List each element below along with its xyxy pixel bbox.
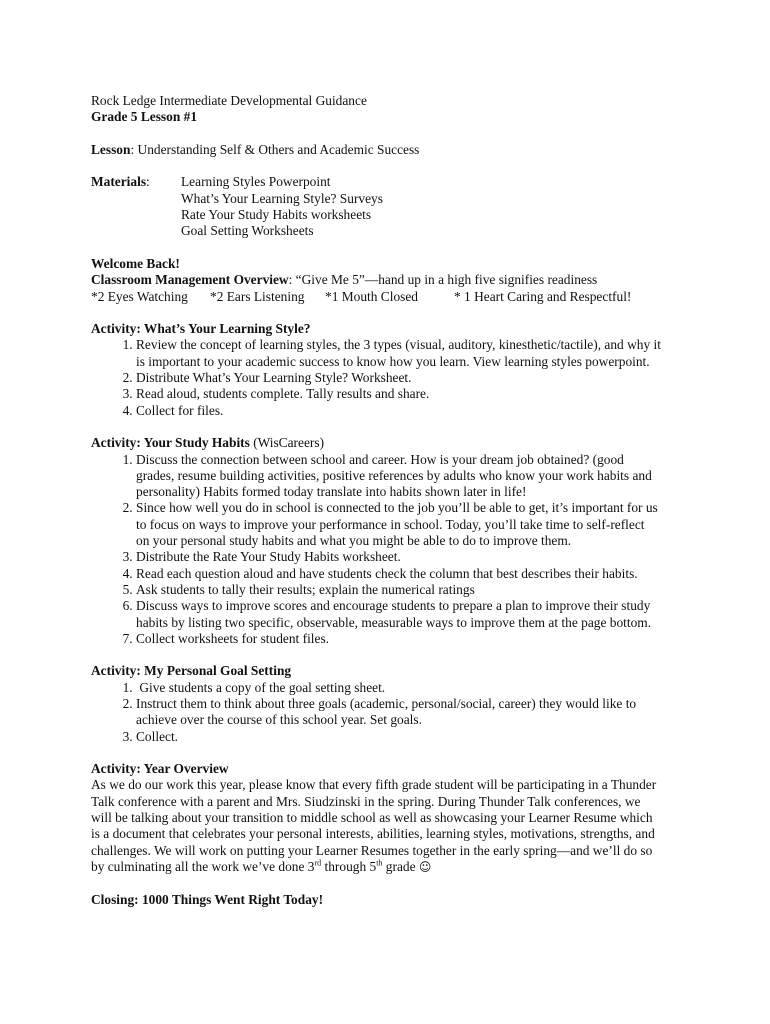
list-item: 4. Collect for files. (136, 403, 691, 419)
list-item: 2. Since how well you do in school is connected to the job you’ll be able to get, it’s important for us to focus on ways to improve your performance in school. Today, you’ll take time to self-reflect on your personal study habits and what you might be able to do to improve them. (136, 500, 691, 549)
list-item: 3. Collect. (136, 729, 691, 745)
list-item: 1. Review the concept of learning styles, the 3 types (visual, auditory, kinesthetic/tactile), and why it is important to your academic success to know how you learn. View learning styles powerpoint. (136, 337, 691, 370)
lesson-line (91, 142, 691, 158)
list-item: 3. Distribute the Rate Your Study Habits worksheet. (136, 549, 691, 565)
rule-heart: * 1 Heart Caring and Respectful! (454, 288, 632, 304)
smiley-icon: ☺ (418, 859, 432, 874)
list-item: 6. Discuss ways to improve scores and encourage students to prepare a plan to improve their study habits by listing two specific, observable, measurable ways to improve them at the page bottom. (136, 598, 691, 631)
school-name: Rock Ledge Intermediate Developmental Guidance (91, 93, 367, 108)
material-item: What’s Your Learning Style? Surveys (181, 190, 383, 206)
activity-learning-style-title: Activity: What’s Your Learning Style? (91, 321, 311, 337)
lesson-text: : Understanding Self & Others and Academic Success (130, 141, 420, 157)
welcome-heading: Welcome Back! (91, 255, 180, 271)
classroom-rules (91, 289, 691, 305)
classroom-label: Classroom Management Overview (91, 272, 289, 288)
list-item: 4. Read each question aloud and have students check the column that best describes their habits. (136, 566, 691, 582)
classroom-overview: Classroom Management Overview: “Give Me 5”—hand up in a high five signifies readiness (91, 272, 598, 288)
activity-study-habits-title: Activity: Your Study Habits (WisCareers) (91, 435, 325, 451)
rule-ears: *2 Ears Listening (210, 288, 305, 304)
rule-mouth: *1 Mouth Closed (325, 288, 418, 304)
lesson-label: Lesson (91, 141, 131, 157)
year-overview-paragraph: As we do our work this year, please know that every fifth grade student will be participating in a Thunder Talk conference with a parent and Mrs. Siudzinski in the spring. During Thunder Talk conferences, we will be talking about your transition to middle school as well as showcasing your Learner Resume which is a document that celebrates your personal interests, abilities, learning styles, motivations, strengths, and challenges. We will work on putting your Learner Resumes together in the early spring—and we’ll do so by culminating all the work we’ve done 3rd through 5th grade ☺ (91, 777, 657, 874)
rule-eyes: *2 Eyes Watching (91, 288, 188, 304)
activity-learning-style-list (91, 337, 691, 418)
document-body (91, 93, 691, 908)
material-item: Learning Styles Powerpoint (181, 174, 331, 190)
activity-goal-setting-list (91, 680, 691, 745)
list-item: 2. Instruct them to think about three goals (academic, personal/social, career) they would like to achieve over the course of this school year. Set goals. (136, 696, 691, 729)
list-item: 2. Distribute What’s Your Learning Style? Worksheet. (136, 370, 691, 386)
grade-lesson: Grade 5 Lesson #1 (91, 109, 198, 125)
list-item: 1. Discuss the connection between school and career. How is your dream job obtained? (good grades, resume building activities, positive references by adults who know your work habits and personality) Habits formed today translate into habits shown later in life! (136, 452, 691, 501)
activity-goal-setting-title: Activity: My Personal Goal Setting (91, 663, 292, 679)
closing-line: Closing: 1000 Things Went Right Today! (91, 891, 324, 907)
list-item: 3. Read aloud, students complete. Tally results and share. (136, 386, 691, 402)
activity-year-overview-title: Activity: Year Overview (91, 761, 229, 777)
materials-label: Materials (91, 174, 147, 190)
activity-study-habits-list (91, 452, 691, 648)
list-item: 5. Ask students to tally their results; explain the numerical ratings (136, 582, 691, 598)
materials-list (181, 174, 383, 239)
materials-section: Materials: Learning Styles Powerpoint What’s Your Learning Style? Surveys Rate Your Study Habits worksheets Goal Setting Worksheets (91, 174, 383, 239)
list-item: 1. Give students a copy of the goal setting sheet. (136, 680, 691, 696)
material-item: Rate Your Study Habits worksheets (181, 207, 372, 223)
list-item: 7. Collect worksheets for student files. (136, 631, 691, 647)
material-item: Goal Setting Worksheets (181, 223, 314, 239)
